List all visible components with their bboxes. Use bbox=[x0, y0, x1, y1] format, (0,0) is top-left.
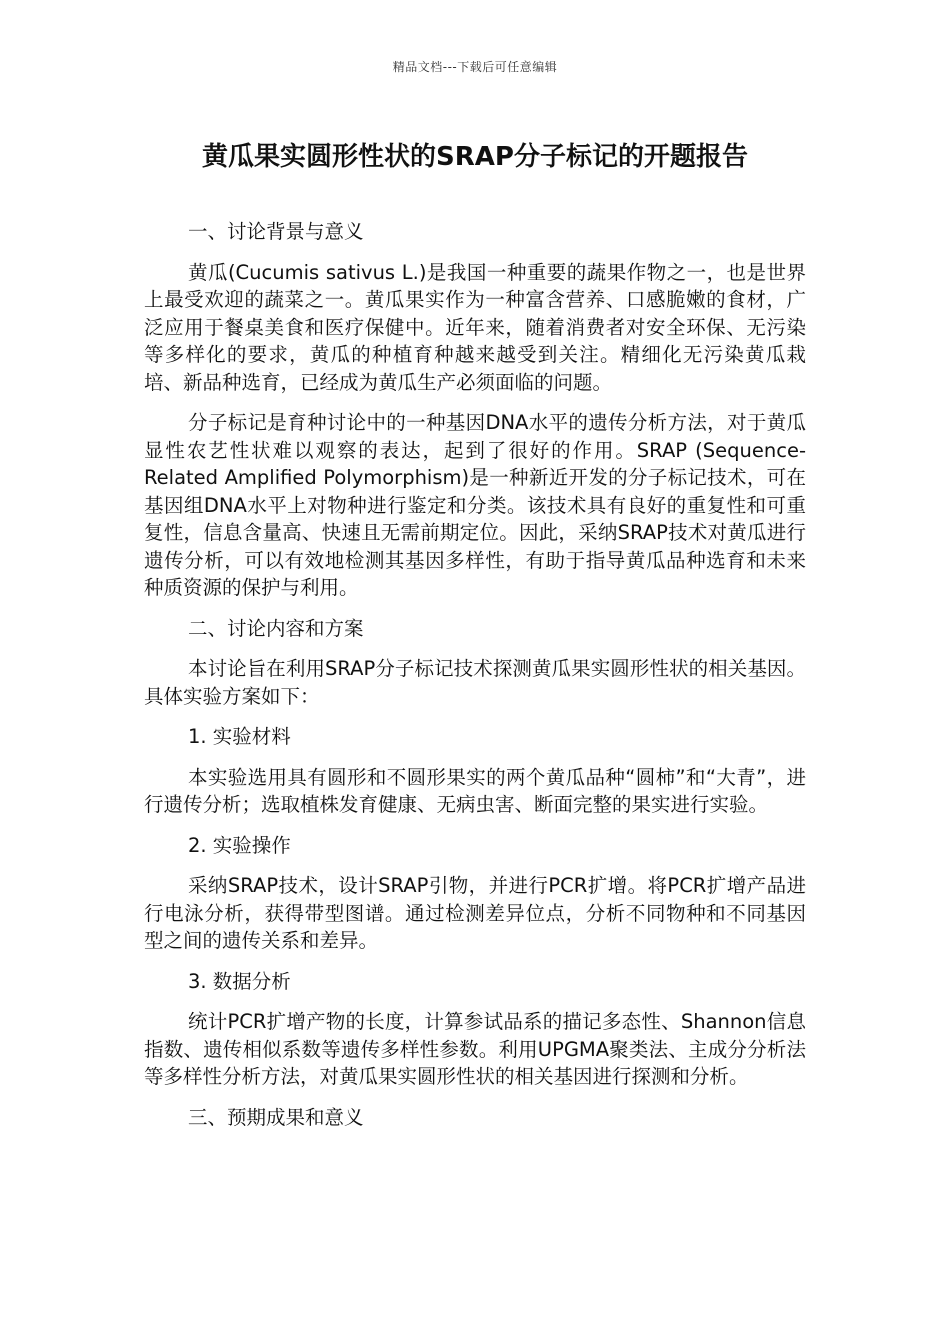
section-heading-1: 一、讨论背景与意义 bbox=[188, 220, 364, 243]
paragraph: 采纳SRAP技术，设计SRAP引物，并进行PCR扩增。将PCR扩增产品进行电泳分析，获得带型图谱。通过检测差异位点，分析不同物种和不同基因型之间的遗传关系和差异。 bbox=[144, 874, 806, 952]
header-note: 精品文档---下载后可任意编辑 bbox=[392, 60, 558, 74]
paragraph: 统计PCR扩增产物的长度，计算参试品系的描记多态性、Shannon信息指数、遗传相似系数等遗传多样性参数。利用UPGMA聚类法、主成分分析法等多样性分析方法，对黄瓜果实圆形性状的相关基因进行探测和分析。 bbox=[144, 1010, 806, 1088]
section-heading-3: 三、预期成果和意义 bbox=[188, 1105, 364, 1129]
subsection-heading-analysis: 3. 数据分析 bbox=[188, 969, 291, 993]
document-body bbox=[144, 218, 806, 1144]
section-heading-2: 二、讨论内容和方案 bbox=[188, 616, 364, 640]
paragraph: 分子标记是育种讨论中的一种基因DNA水平的遗传分析方法，对于黄瓜显性农艺性状难以观察的表达，起到了很好的作用。SRAP (Sequence-Related Amplified Polymorphism)是一种新近开发的分子标记技术，可在基因组DNA水平上对物种进行鉴定和分类。该技术具有良好的重复性和可重复性，信息含量高、快速且无需前期定位。因此，采纳SRAP技术对黄瓜进行遗传分析，可以有效地检测其基因多样性，有助于指导黄瓜品种选育和未来种质资源的保护与利用。 bbox=[144, 411, 806, 599]
paragraph: 本实验选用具有圆形和不圆形果实的两个黄瓜品种“圆柿”和“大青”，进行遗传分析；选取植株发育健康、无病虫害、断面完整的果实进行实验。 bbox=[144, 765, 806, 816]
subsection-heading-materials: 1. 实验材料 bbox=[188, 725, 291, 748]
subsection-heading-operation: 2. 实验操作 bbox=[188, 833, 291, 857]
document-title: 黄瓜果实圆形性状的SRAP分子标记的开题报告 bbox=[202, 142, 748, 172]
paragraph: 本讨论旨在利用SRAP分子标记技术探测黄瓜果实圆形性状的相关基因。具体实验方案如下： bbox=[144, 657, 806, 708]
paragraph: 黄瓜(Cucumis sativus L.)是我国一种重要的蔬果作物之一，也是世界上最受欢迎的蔬菜之一。黄瓜果实作为一种富含营养、口感脆嫩的食材，广泛应用于餐桌美食和医疗保健中。近年来，随着消费者对安全环保、无污染等多样化的要求，黄瓜的种植育种越来越受到关注。精细化无污染黄瓜栽培、新品种选育，已经成为黄瓜生产必须面临的问题。 bbox=[144, 260, 806, 394]
